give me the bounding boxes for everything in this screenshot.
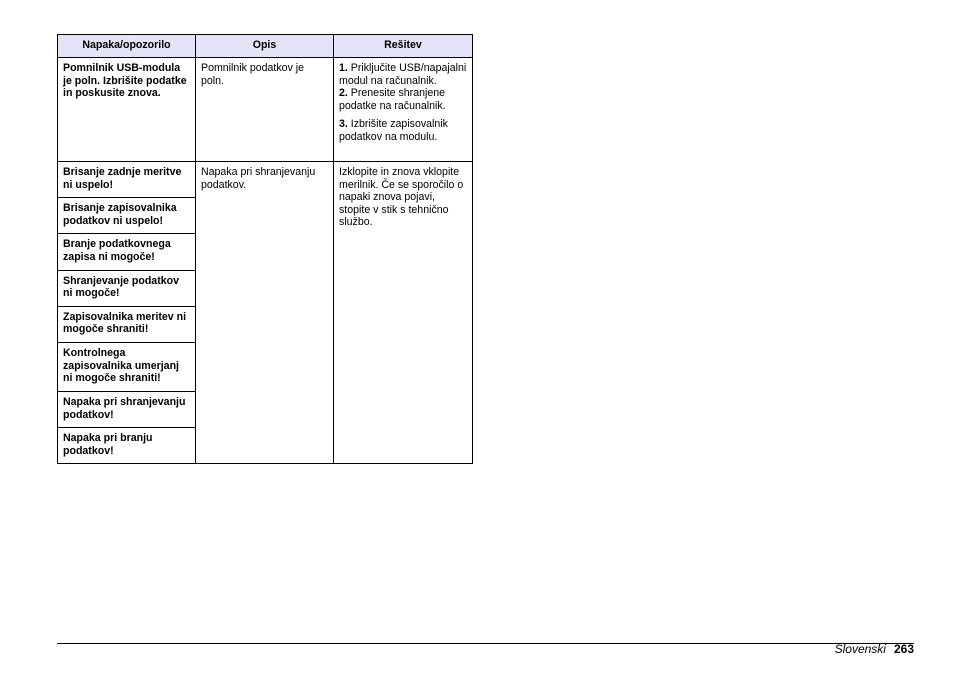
footer-rule: [57, 643, 914, 644]
table-row: [58, 58, 473, 162]
page-footer: [835, 642, 914, 656]
error-cell: Zapisovalnika meritev ni mogoče shraniti!: [58, 306, 196, 342]
error-table: [57, 34, 473, 464]
error-cell: Pomnilnik USB-modula je poln. Izbrišite podatke in poskusite znova.: [58, 58, 196, 162]
solution-step: 3. Izbrišite zapisovalnik podatkov na modulu.: [339, 118, 448, 143]
solution-cell: Izklopite in znova vklopite merilnik. Če se sporočilo o napaki znova pojavi, stopite v stik s tehnično službo.: [334, 162, 473, 464]
error-cell: Shranjevanje podatkov ni mogoče!: [58, 270, 196, 306]
header-solution: Rešitev: [334, 35, 473, 58]
table-row: [58, 162, 473, 198]
error-cell: Brisanje zadnje meritve ni uspelo!: [58, 162, 196, 198]
error-cell: Brisanje zapisovalnika podatkov ni uspelo!: [58, 198, 196, 234]
header-description: Opis: [196, 35, 334, 58]
solution-step: 1. Priključite USB/napajalni modul na računalnik.: [339, 62, 467, 87]
error-cell: Napaka pri branju podatkov!: [58, 428, 196, 464]
solution-cell: [334, 58, 473, 162]
error-cell: Branje podatkovnega zapisa ni mogoče!: [58, 234, 196, 270]
description-cell: Napaka pri shranjevanju podatkov.: [196, 162, 334, 464]
error-cell: Napaka pri shranjevanju podatkov!: [58, 391, 196, 427]
footer-language: Slovenski: [834, 642, 886, 656]
error-cell: Kontrolnega zapisovalnika umerjanj ni mogoče shraniti!: [58, 342, 196, 391]
table-header-row: [58, 35, 473, 58]
header-error: Napaka/opozorilo: [58, 35, 196, 58]
solution-step: 2. Prenesite shranjene podatke na računalnik.: [339, 87, 446, 112]
page-number: 263: [893, 642, 914, 656]
description-cell: Pomnilnik podatkov je poln.: [196, 58, 334, 162]
